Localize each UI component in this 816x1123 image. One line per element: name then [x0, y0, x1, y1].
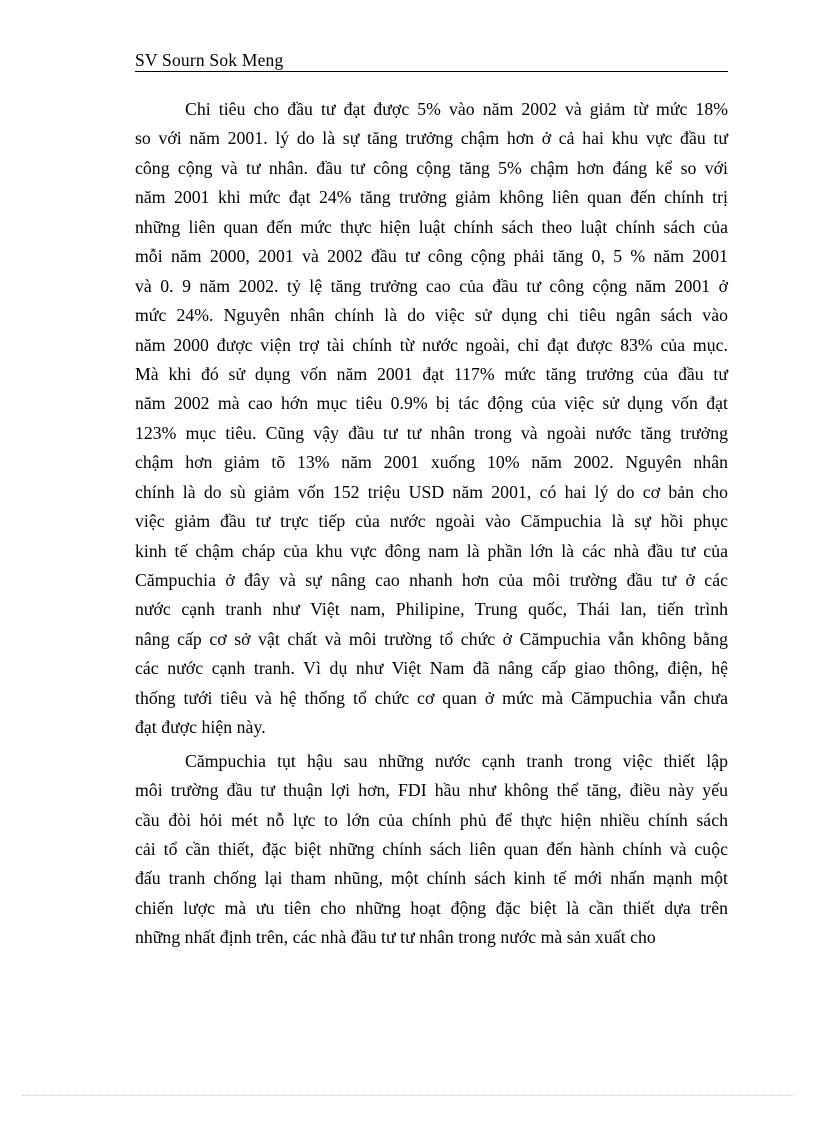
paragraph-line: so với năm 2001. lý do là sự tăng trưởng chậm hơn ở cả hai khu vực đầu tư	[135, 128, 728, 149]
paragraph-line: mỗi năm 2000, 2001 và 2002 đầu tư công cộng phải tăng 0, 5 % năm 2001	[135, 246, 728, 267]
paragraph-line: chính là do sù giảm vốn 152 triệu USD năm 2001, có hai lý do cơ bản cho	[135, 481, 728, 502]
paragraph-line: thống tưới tiêu và hệ thống tổ chức cơ quan ở mức mà Cămpuchia vẫn chưa	[135, 687, 728, 708]
paragraph-2	[135, 747, 728, 953]
paragraph-line: và 0. 9 năm 2002. tỷ lệ tăng trưởng cao của đầu tư công cộng năm 2001 ở	[135, 275, 728, 296]
body-text	[135, 95, 728, 953]
paragraph-line: các nước cạnh tranh. Vì dụ như Việt Nam đã nâng cấp giao thông, điện, hệ	[135, 658, 728, 679]
paragraph-line: Mà khi đó sử dụng vốn năm 2001 đạt 117% mức tăng trưởng của đầu tư	[135, 363, 728, 384]
paragraph-line: cải tổ cần thiết, đặc biệt những chính sách liên quan đến hành chính và cuộc	[135, 838, 728, 859]
header-author: SV Sourn Sok Meng	[135, 50, 284, 70]
paragraph-1	[135, 95, 728, 743]
paragraph-line: Cămpuchia tụt hậu sau những nước cạnh tranh trong việc thiết lập	[185, 750, 728, 771]
paragraph-line: mức 24%. Nguyên nhân chính là do việc sử dụng chi tiêu ngân sách vào	[135, 305, 728, 326]
paragraph-line: những liên quan đến mức thực hiện luật chính sách theo luật chính sách của	[135, 216, 728, 237]
paragraph-line: chậm hơn giảm tõ 13% năm 2001 xuống 10% năm 2002. Nguyên nhân	[135, 452, 728, 473]
paragraph-line: Cămpuchia ở đây và sự nâng cao nhanh hơn của môi trường đầu tư ở các	[135, 570, 728, 590]
page-header	[135, 49, 728, 72]
paragraph-line: cầu đòi hỏi mét nỗ lực to lớn của chính phủ để thực hiện nhiều chính sách	[135, 809, 728, 830]
paragraph-line: năm 2002 mà cao hớn mục tiêu 0.9% bị tác động của việc sử dụng vốn đạt	[135, 393, 728, 414]
paragraph-line: nước cạnh tranh như Việt nam, Philipine, Trung quốc, Thái lan, tiến trình	[135, 599, 728, 620]
paragraph-line: kinh tế chậm cháp của khu vực đông nam là phần lớn là các nhà đầu tư của	[135, 540, 728, 561]
paragraph-line: chiến lược mà ưu tiên cho những hoạt động đặc biệt là cần thiết dựa trên	[135, 897, 728, 918]
paragraph-line: năm 2001 khi mức đạt 24% tăng trưởng giảm không liên quan đến chính trị	[135, 187, 728, 208]
paragraph-line: việc giảm đầu tư trực tiếp của nước ngoài vào Cămpuchia là sự hồi phục	[135, 511, 728, 532]
paragraph-line: 123% mục tiêu. Cũng vậy đầu tư tư nhân trong và ngoài nước tăng trưởng	[135, 422, 728, 443]
paragraph-line: những nhất định trên, các nhà đầu tư tư nhân trong nước mà sản xuất cho	[135, 927, 656, 948]
page-bottom-rule	[22, 1095, 794, 1096]
paragraph-line: năm 2000 được viện trợ tài chính từ nước ngoài, chỉ đạt được 83% của mục.	[135, 334, 728, 355]
paragraph-line: công cộng và tư nhân. đầu tư công cộng tăng 5% chậm hơn đáng kể so với	[135, 157, 728, 178]
paragraph-line: đấu tranh chống lại tham nhũng, một chính sách kinh tế mới nhấn mạnh một	[135, 868, 728, 889]
paragraph-line: đạt được hiện này.	[135, 717, 266, 738]
paragraph-line: nâng cấp cơ sở vật chất và môi trường tổ chức ở Cămpuchia vẫn không bằng	[135, 628, 728, 649]
paragraph-line: môi trường đầu tư thuận lợi hơn, FDI hầu như không thể tăng, điều này yếu	[135, 780, 728, 801]
paragraph-line: Chi tiêu cho đầu tư đạt được 5% vào năm 2002 và giảm từ mức 18%	[185, 99, 728, 119]
